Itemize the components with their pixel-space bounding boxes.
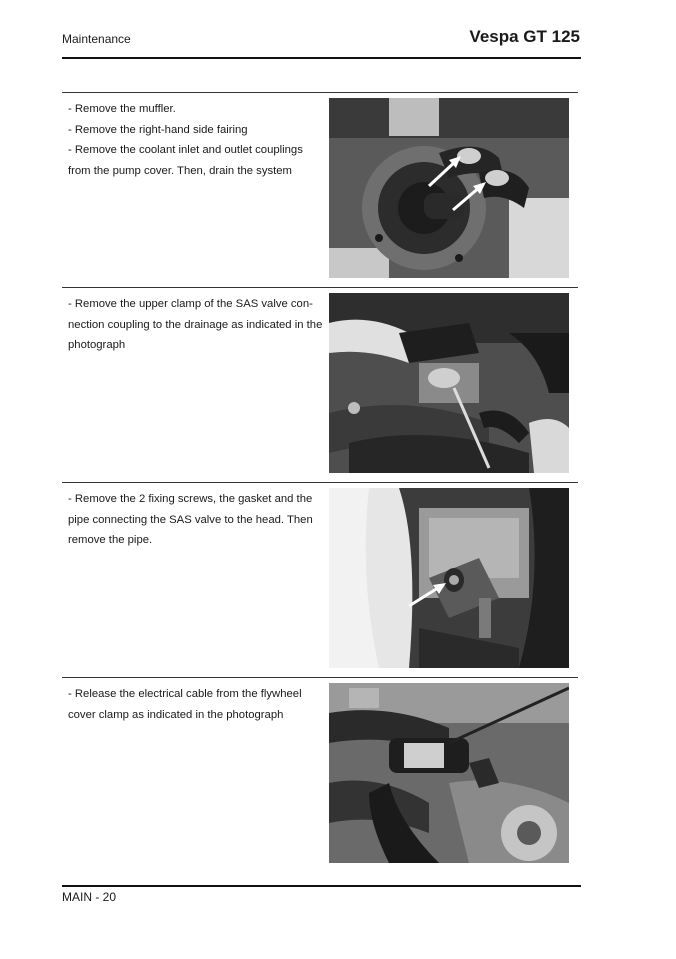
pump-cover-photo <box>329 98 569 278</box>
step-row <box>62 92 578 279</box>
footer-divider <box>62 885 581 887</box>
step-photo <box>329 98 569 278</box>
step-row <box>62 287 578 474</box>
flywheel-cable-photo <box>329 683 569 863</box>
step-instructions <box>68 684 322 725</box>
step-row <box>62 482 578 669</box>
instruction-line: cover clamp as indicated in the photograph <box>68 708 284 721</box>
instruction-line: pipe connecting the SAS valve to the head. Then <box>68 513 313 526</box>
section-title: Maintenance <box>62 32 131 46</box>
instruction-line: - Remove the coolant inlet and outlet couplings <box>68 144 303 156</box>
step-instructions <box>68 489 322 551</box>
instruction-line: - Remove the muffler. <box>68 103 176 115</box>
instruction-line: - Release the electrical cable from the flywheel <box>68 688 302 700</box>
step-photo <box>329 488 569 668</box>
instruction-line: from the pump cover. Then, drain the system <box>68 164 292 177</box>
instruction-line: photograph <box>68 339 126 351</box>
step-row <box>62 677 578 864</box>
header-divider <box>62 57 581 59</box>
sas-pipe-photo <box>329 488 569 668</box>
instruction-line: nection coupling to the drainage as indicated in the <box>68 318 323 331</box>
instruction-line: remove the pipe. <box>68 534 153 546</box>
document-title: Vespa GT 125 <box>469 27 580 46</box>
instruction-line: - Remove the 2 fixing screws, the gasket and the <box>68 493 313 505</box>
instruction-line: - Remove the right-hand side fairing <box>68 123 248 136</box>
step-photo <box>329 683 569 863</box>
step-instructions <box>68 294 322 356</box>
step-photo <box>329 293 569 473</box>
sas-valve-clamp-photo <box>329 293 569 473</box>
instruction-line: - Remove the upper clamp of the SAS valve con- <box>68 298 313 310</box>
page-number: MAIN - 20 <box>62 890 117 904</box>
step-instructions <box>68 99 322 181</box>
